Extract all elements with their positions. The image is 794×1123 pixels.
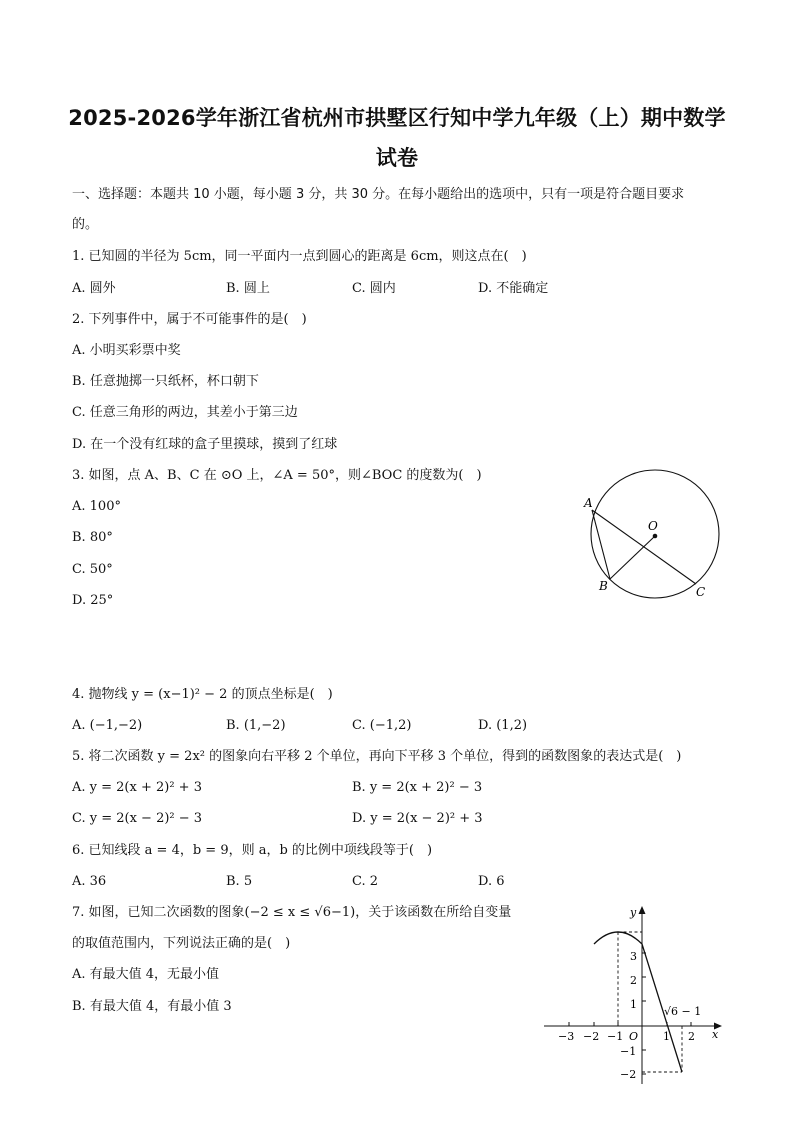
question-2-stem: 2. 下列事件中，属于不可能事件的是( ) [72, 312, 307, 327]
q1-option-b: B. 圆上 [226, 281, 270, 296]
question-1-stem: 1. 已知圆的半径为 5cm，同一平面内一点到圆心的距离是 6cm，则这点在( ) [72, 249, 527, 264]
x-axis-label: x [712, 1028, 719, 1041]
parabola-figure [540, 900, 730, 1086]
q3-option-b: B. 80° [72, 530, 113, 545]
xtick-1: 1 [663, 1030, 670, 1043]
section-heading-cont: 的。 [72, 217, 99, 232]
q5-option-d: D. y = 2(x − 2)² + 3 [352, 811, 483, 826]
q7-option-b: B. 有最大值 4，有最小值 3 [72, 999, 232, 1014]
q6-option-a: A. 36 [72, 874, 107, 889]
q1-option-c: C. 圆内 [352, 281, 396, 296]
q5-option-a: A. y = 2(x + 2)² + 3 [72, 780, 202, 795]
label-c: C [696, 585, 706, 599]
q5-option-c: C. y = 2(x − 2)² − 3 [72, 811, 203, 826]
question-7-stem-cont: 的取值范围内，下列说法正确的是( ) [72, 936, 291, 951]
q4-option-b: B. (1,−2) [226, 718, 286, 733]
q3-option-c: C. 50° [72, 562, 113, 577]
label-a: A [584, 496, 593, 510]
question-6-stem: 6. 已知线段 a = 4，b = 9，则 a，b 的比例中项线段等于( ) [72, 843, 433, 858]
xtick-2: 2 [688, 1030, 695, 1043]
q2-option-c: C. 任意三角形的两边，其差小于第三边 [72, 405, 298, 420]
ytick-3: 3 [630, 950, 637, 963]
q1-option-d: D. 不能确定 [478, 281, 549, 296]
xtick-neg2: −2 [583, 1030, 600, 1043]
parabola-curve [594, 932, 682, 1072]
y-axis-arrow [639, 906, 646, 914]
question-4-stem: 4. 抛物线 y = (x−1)² − 2 的顶点坐标是( ) [72, 687, 333, 702]
q4-option-c: C. (−1,2) [352, 718, 412, 733]
ytick-neg2: −2 [620, 1068, 637, 1081]
xtick-neg1: −1 [607, 1030, 624, 1043]
ytick-2: 2 [630, 974, 637, 987]
q5-option-b: B. y = 2(x + 2)² − 3 [352, 780, 483, 795]
question-5-stem: 5. 将二次函数 y = 2x² 的图象向右平移 2 个单位，再向下平移 3 个单位，得到的函数图象的表达式是( ) [72, 749, 682, 764]
y-axis-label: y [630, 906, 637, 919]
center-point [653, 534, 658, 539]
label-o: O [648, 519, 658, 533]
title-line-1: 2025-2026学年浙江省杭州市拱墅区行知中学九年级（上）期中数学 [68, 106, 726, 130]
label-b: B [599, 579, 608, 593]
xtick-neg3: −3 [558, 1030, 575, 1043]
q4-option-d: D. (1,2) [478, 718, 528, 733]
q4-option-a: A. (−1,−2) [72, 718, 143, 733]
q2-option-a: A. 小明买彩票中奖 [72, 343, 181, 358]
circle-figure [578, 468, 728, 600]
question-3-stem: 3. 如图，点 A、B、C 在 ⊙O 上，∠A = 50°，则∠BOC 的度数为( ) [72, 468, 482, 483]
q6-option-b: B. 5 [226, 874, 253, 889]
origin-label: O [629, 1030, 639, 1043]
root-label: √6 − 1 [664, 1005, 702, 1018]
ytick-1: 1 [630, 998, 637, 1011]
ytick-neg1: −1 [620, 1045, 637, 1058]
question-7-stem: 7. 如图，已知二次函数的图象(−2 ≤ x ≤ √6−1)，关于该函数在所给自变量 [72, 905, 512, 920]
q6-option-d: D. 6 [478, 874, 505, 889]
q6-option-c: C. 2 [352, 874, 379, 889]
q1-option-a: A. 圆外 [72, 281, 116, 296]
q2-option-d: D. 在一个没有红球的盒子里摸球，摸到了红球 [72, 437, 338, 452]
q2-option-b: B. 任意抛掷一只纸杯，杯口朝下 [72, 374, 259, 389]
title-line-2: 试卷 [375, 146, 419, 170]
section-heading: 一、选择题：本题共 10 小题，每小题 3 分，共 30 分。在每小题给出的选项中，只有一项是符合题目要求 [72, 187, 685, 202]
q3-option-d: D. 25° [72, 593, 114, 608]
q7-option-a: A. 有最大值 4，无最小值 [72, 967, 220, 982]
q3-option-a: A. 100° [72, 499, 121, 514]
segment-bo [610, 536, 655, 579]
